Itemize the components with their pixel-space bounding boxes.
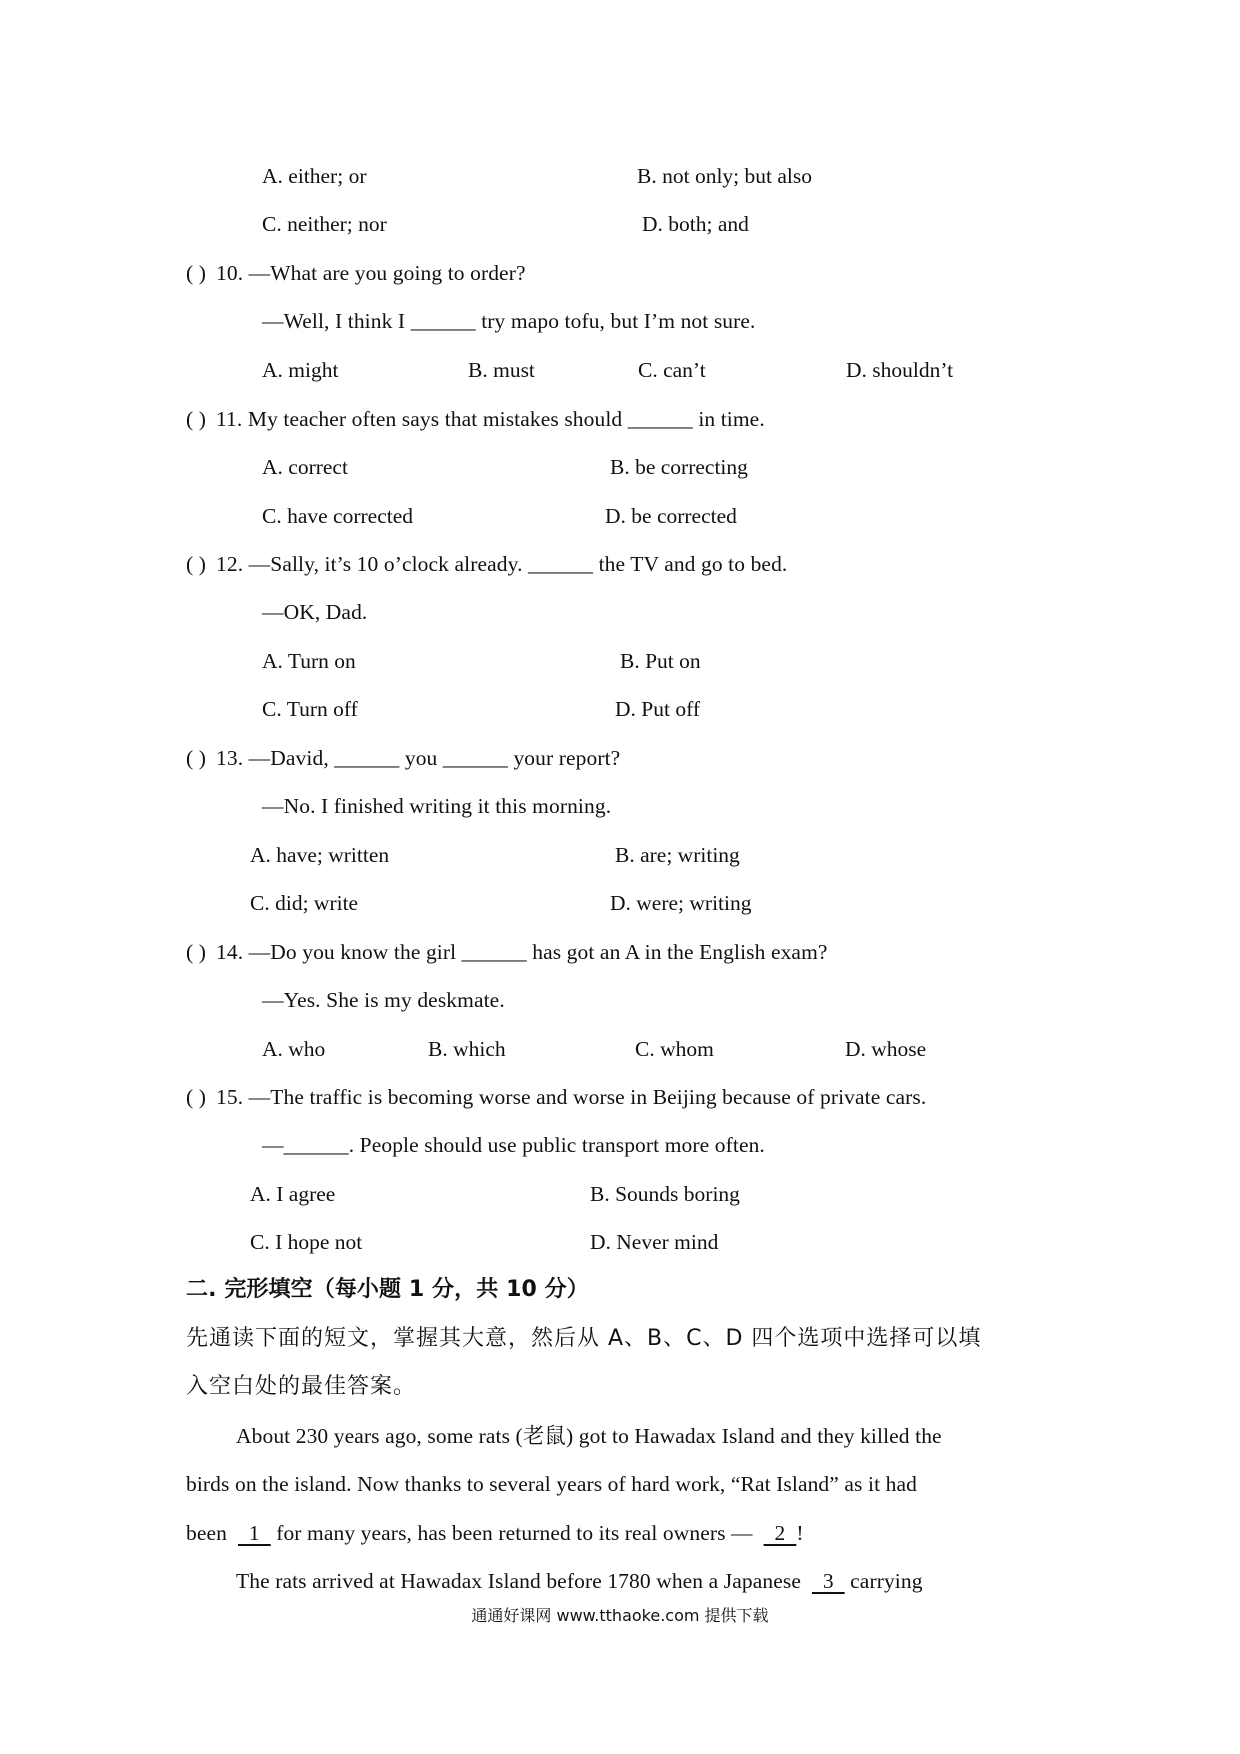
q14-option-a: A. who [262,1037,326,1061]
q14-option-c: C. whom [635,1037,714,1061]
answer-paren[interactable]: ( ) [186,261,206,285]
q13-option-b: B. are; writing [615,843,740,867]
question-14-reply: —Yes. She is my deskmate. [262,988,505,1012]
question-number: 12. [216,552,244,576]
question-13-reply: —No. I finished writing it this morning. [262,794,612,818]
question-12-reply: —OK, Dad. [262,600,368,624]
q15-option-d: D. Never mind [590,1230,719,1254]
q9-option-a: A. either; or [262,164,367,188]
answer-paren[interactable]: ( ) [186,407,206,431]
question-number: 11. [216,407,243,431]
q14-option-d: D. whose [845,1037,927,1061]
answer-paren[interactable]: ( ) [186,746,206,770]
passage-text: The rats arrived at Hawadax Island before 1780 when a Japanese [236,1569,801,1593]
passage-line: About 230 years ago, some rats (老鼠) got to Hawadax Island and they killed the [236,1424,942,1448]
q11-option-d: D. be corrected [605,504,737,528]
question-15-stem [186,1083,926,1111]
q10-option-d: D. shouldn’t [846,358,954,382]
page-footer: 通通好课网 www.tthaoke.com 提供下载 [471,1606,769,1625]
question-12-stem [186,550,787,578]
question-text: —The traffic is becoming worse and worse in Beijing because of private cars. [248,1085,927,1109]
q12-option-c: C. Turn off [262,697,358,721]
q11-option-b: B. be correcting [610,455,748,479]
q9-option-d: D. both; and [642,212,749,236]
q15-option-c: C. I hope not [250,1230,363,1254]
q12-option-b: B. Put on [620,649,701,673]
q13-option-d: D. were; writing [610,891,752,915]
q13-option-c: C. did; write [250,891,359,915]
question-number: 13. [216,746,244,770]
blank-1[interactable]: 1 [237,1521,271,1545]
question-text: —David, ______ you ______ your report? [248,746,621,770]
question-number: 10. [216,261,244,285]
passage-line: birds on the island. Now thanks to several years of hard work, “Rat Island” as it had [186,1472,917,1496]
question-10-reply: —Well, I think I ______ try mapo tofu, but I’m not sure. [262,309,756,333]
question-10-stem [186,259,526,287]
section-title: 二. 完形填空（每小题 1 分，共 10 分） [186,1277,589,1302]
question-11-stem [186,405,765,433]
q11-option-c: C. have corrected [262,504,414,528]
q12-option-d: D. Put off [615,697,701,721]
question-15-reply: —______. People should use public transport more often. [262,1133,765,1157]
q10-option-b: B. must [468,358,535,382]
passage-text: ! [796,1521,804,1545]
q15-option-a: A. I agree [250,1182,336,1206]
answer-paren[interactable]: ( ) [186,1085,206,1109]
q14-option-b: B. which [428,1037,506,1061]
question-14-stem [186,938,828,966]
q9-option-b: B. not only; but also [637,164,812,188]
q10-option-a: A. might [262,358,339,382]
question-text: —Sally, it’s 10 o’clock already. ______ the TV and go to bed. [248,552,788,576]
passage-line [186,1519,804,1547]
passage-line [236,1567,923,1595]
q9-option-c: C. neither; nor [262,212,387,236]
passage-text: been [186,1521,227,1545]
answer-paren[interactable]: ( ) [186,552,206,576]
question-text: —What are you going to order? [248,261,526,285]
question-13-stem [186,744,620,772]
passage-text: for many years, has been returned to its real owners — [276,1521,753,1545]
section-instruction-line1: 先通读下面的短文，掌握其大意，然后从 A、B、C、D 四个选项中选择可以填 [186,1326,982,1351]
q15-option-b: B. Sounds boring [590,1182,740,1206]
blank-3[interactable]: 3 [811,1569,845,1593]
question-text: My teacher often says that mistakes should ______ in time. [247,407,765,431]
q11-option-a: A. correct [262,455,348,479]
passage-text: carrying [850,1569,923,1593]
section-instruction-line2: 入空白处的最佳答案。 [186,1374,417,1399]
blank-2[interactable]: 2 [763,1521,797,1545]
q13-option-a: A. have; written [250,843,390,867]
q12-option-a: A. Turn on [262,649,356,673]
answer-paren[interactable]: ( ) [186,940,206,964]
q10-option-c: C. can’t [638,358,706,382]
question-number: 15. [216,1085,244,1109]
question-number: 14. [216,940,244,964]
question-text: —Do you know the girl ______ has got an A in the English exam? [248,940,828,964]
